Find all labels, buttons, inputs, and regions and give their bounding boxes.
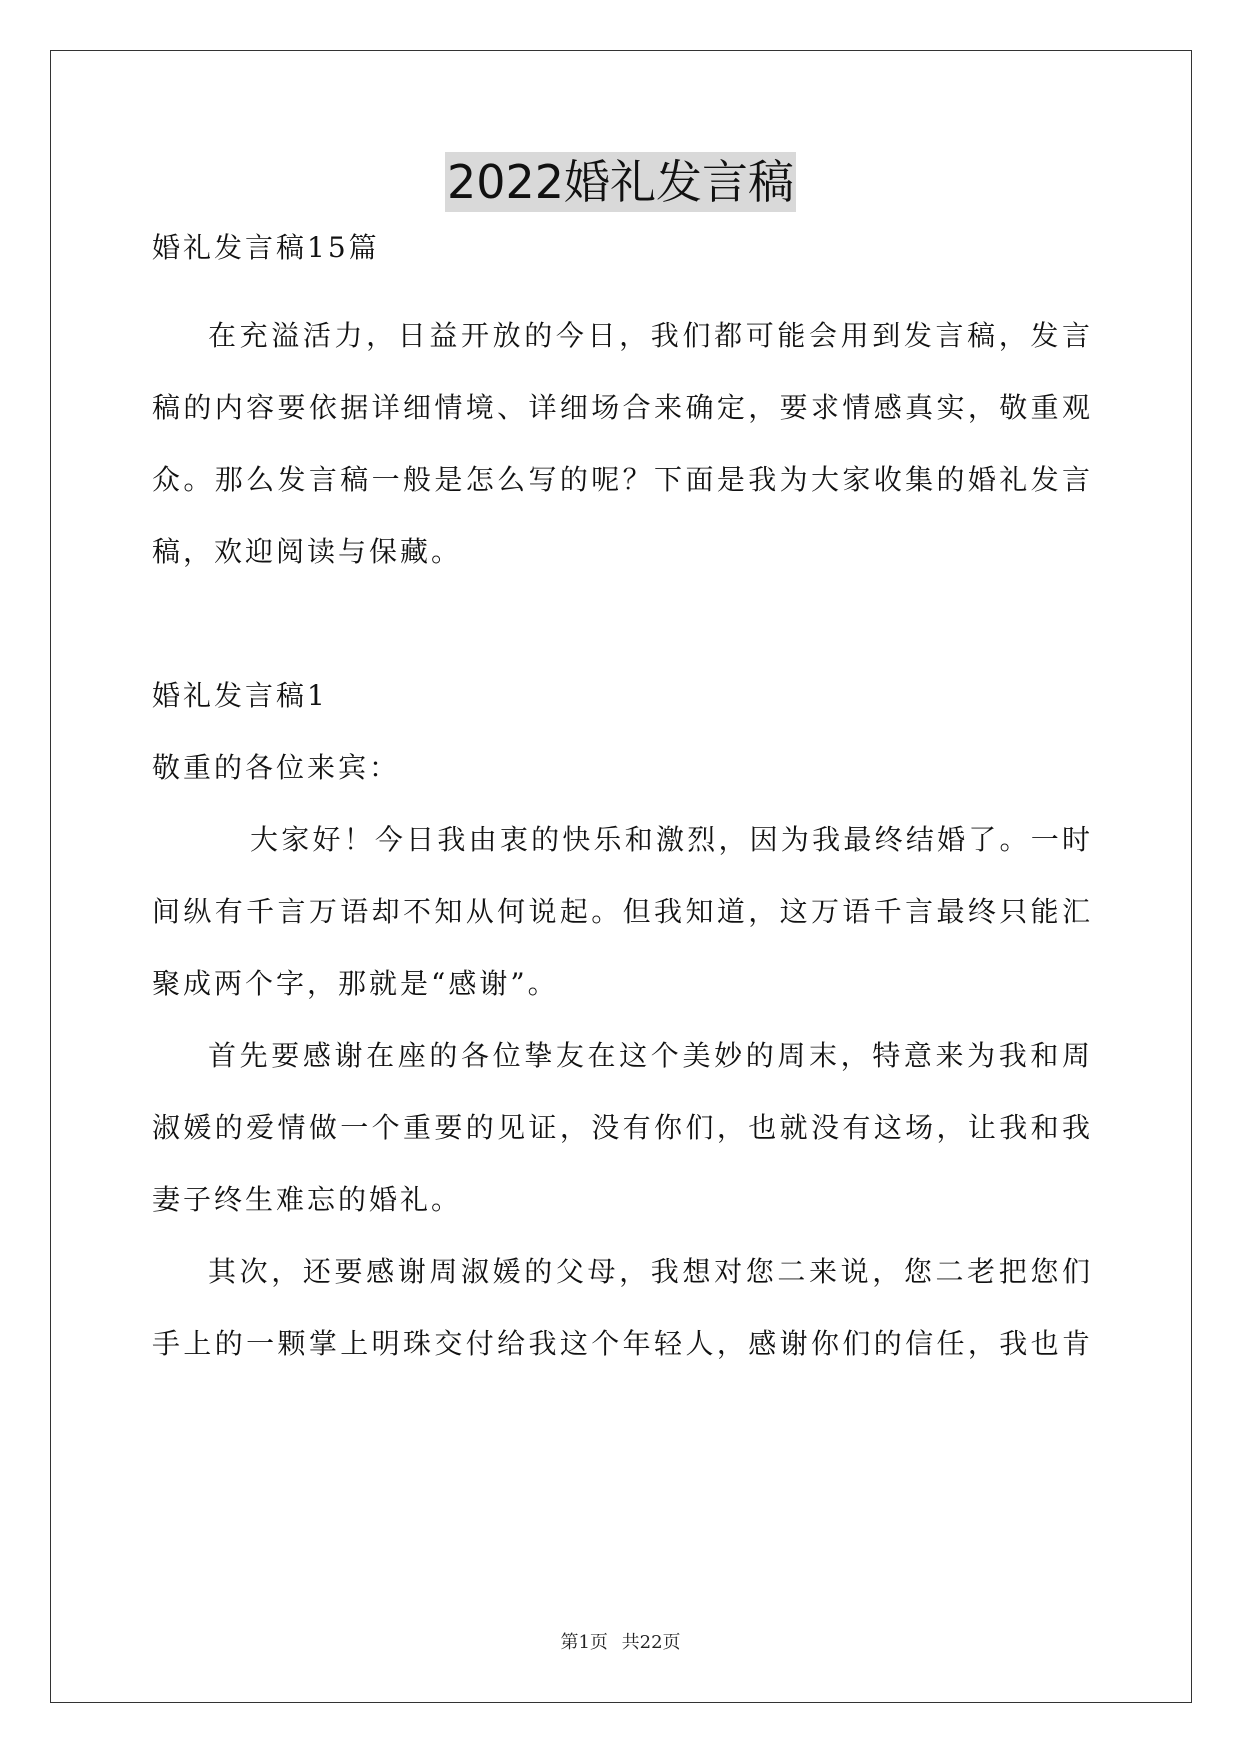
- paragraph-line: 首先要感谢在座的各位挚友在这个美妙的周末，特意来为我和周: [208, 1039, 1090, 1072]
- page-total: 共22页: [621, 1632, 681, 1653]
- page-frame: [50, 50, 1192, 1703]
- page-number: 第1页: [560, 1632, 608, 1653]
- subtitle: 婚礼发言稿15篇: [152, 231, 380, 264]
- paragraph-line: 聚成两个字，那就是“感谢”。: [152, 967, 559, 1000]
- greeting: 敬重的各位来宾：: [152, 751, 401, 784]
- paragraph-line: 间纵有千言万语却不知从何说起。但我知道，这万语千言最终只能汇: [152, 895, 1090, 928]
- paragraph-line: 淑媛的爱情做一个重要的见证，没有你们，也就没有这场，让我和我: [152, 1111, 1090, 1144]
- paragraph-line: 妻子终生难忘的婚礼。: [152, 1183, 463, 1216]
- intro-line: 稿，欢迎阅读与保藏。: [152, 535, 463, 568]
- intro-line: 稿的内容要依据详细情境、详细场合来确定，要求情感真实，敬重观: [152, 391, 1090, 424]
- section-heading: 婚礼发言稿1: [152, 679, 328, 712]
- document-title: 2022婚礼发言稿: [445, 152, 796, 212]
- paragraph-line: 大家好！今日我由衷的快乐和激烈，因为我最终结婚了。一时: [250, 823, 1090, 856]
- page-footer: [0, 1628, 1241, 1654]
- intro-line: 在充溢活力，日益开放的今日，我们都可能会用到发言稿，发言: [208, 319, 1090, 352]
- intro-line: 众。那么发言稿一般是怎么写的呢？下面是我为大家收集的婚礼发言: [152, 463, 1090, 496]
- title-container: [0, 152, 1241, 212]
- paragraph-line: 手上的一颗掌上明珠交付给我这个年轻人，感谢你们的信任，我也肯: [152, 1327, 1090, 1360]
- paragraph-line: 其次，还要感谢周淑媛的父母，我想对您二来说，您二老把您们: [208, 1255, 1090, 1288]
